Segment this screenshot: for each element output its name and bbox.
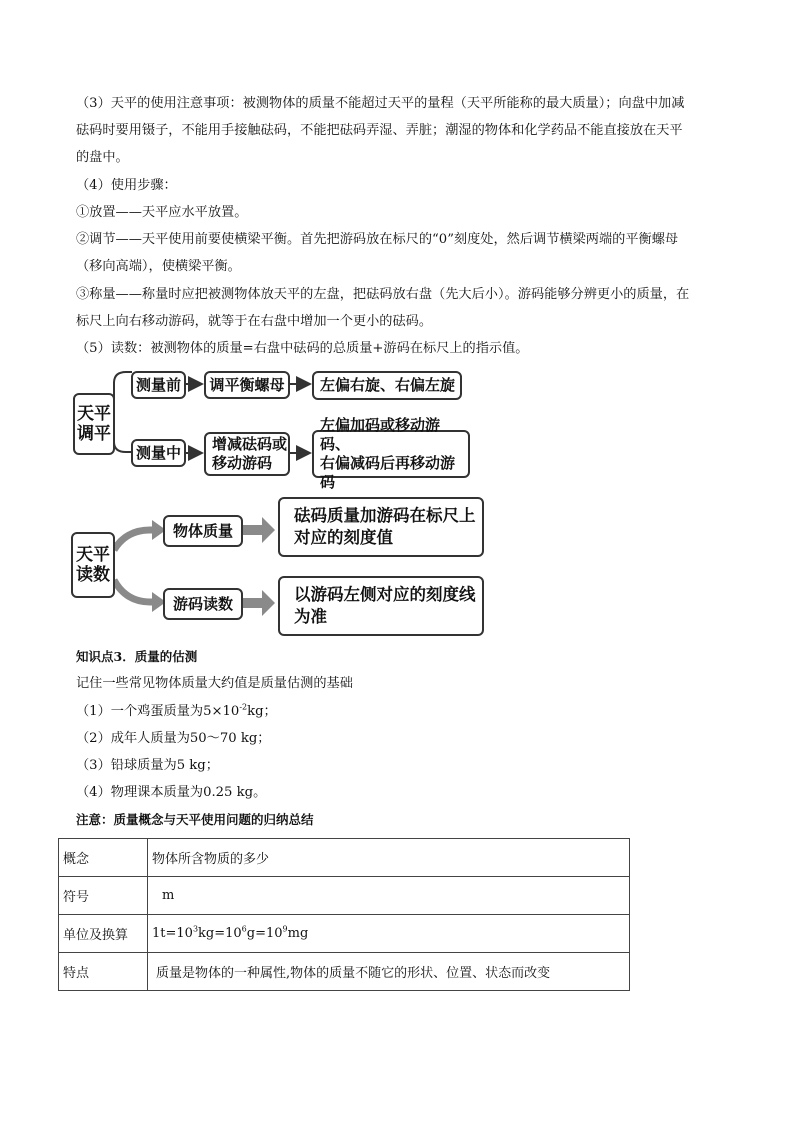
rider-reading-result-box: 以游码左侧对应的刻度线 为准: [278, 576, 484, 636]
table-value: 质量是物体的一种属性,物体的质量不随它的形状、位置、状态而改变: [148, 953, 630, 991]
before-result-box: 左偏右旋、右偏左旋: [312, 371, 462, 400]
table-row: [59, 953, 630, 991]
estimate-adult: （2）成年人质量为50～70 kg；: [76, 731, 271, 746]
estimation-intro: 记住一些常见物体质量大约值是质量估测的基础: [76, 676, 353, 691]
estimate-shot-put: （3）铅球质量为5 kg；: [76, 758, 219, 773]
table-row: [59, 915, 630, 953]
note-3-line-2: 砝码时要用镊子，不能用手接触砝码，不能把砝码弄湿、弄脏；潮湿的物体和化学药品不能直接放在天平: [76, 123, 683, 138]
step-place: ①放置——天平应水平放置。: [76, 205, 248, 220]
block-arrow: [243, 590, 275, 616]
during-measuring-box: 测量中: [131, 439, 186, 467]
table-value: $1t=10^3kg=10^6g=10^9mg$: [148, 915, 630, 953]
steps-heading: （4）使用步骤：: [76, 178, 177, 193]
reading-paragraph: （5）读数：被测物体的质量=右盘中砝码的总质量+游码在标尺上的指示值。: [76, 341, 529, 356]
table-key: 符号: [59, 877, 148, 915]
object-mass-result-box: 砝码质量加游码在标尺上 对应的刻度值: [278, 497, 484, 557]
balance-reading-root: 天平 读数: [71, 532, 115, 598]
estimate-textbook: （4）物理课本质量为0.25 kg。: [76, 785, 267, 800]
note-3-line-3: 的盘中。: [76, 150, 129, 165]
step-adjust-line-1: ②调节——天平使用前要使横梁平衡。首先把游码放在标尺的“0”刻度处，然后调节横梁两端的平衡螺母: [76, 232, 679, 247]
table-key: 单位及换算: [59, 915, 148, 953]
table-value: 物体所含物质的多少: [148, 839, 630, 877]
add-weights-box: 增减砝码或 移动游码: [204, 432, 290, 476]
during-result-box: 左偏加码或移动游码、 右偏减码后再移动游码: [312, 430, 470, 478]
knowledge-point-3-heading: 知识点3．质量的估测: [76, 649, 198, 664]
block-arrow: [243, 517, 275, 543]
estimate-egg: （1）一个鸡蛋质量为$5\times 10^{-2}kg$；: [76, 702, 277, 719]
table-row: [59, 877, 630, 915]
step-adjust-line-2: （移向高端），使横梁平衡。: [76, 259, 241, 274]
table-key: 概念: [59, 839, 148, 877]
mass-summary-table: [58, 838, 630, 991]
summary-note-heading: 注意：质量概念与天平使用问题的归纳总结: [76, 812, 314, 827]
table-key: 特点: [59, 953, 148, 991]
step-weigh-line-2: 标尺上向右移动游码，就等于在右盘中增加一个更小的砝码。: [76, 314, 433, 329]
balance-adjust-root: 天平 调平: [73, 393, 115, 455]
table-value: m: [148, 877, 630, 915]
object-mass-box: 物体质量: [163, 515, 243, 547]
rider-reading-box: 游码读数: [163, 588, 243, 620]
table-row: [59, 839, 630, 877]
step-weigh-line-1: ③称量——称量时应把被测物体放天平的左盘，把砝码放右盘（先大后小）。游码能够分辨更小的质量，在: [76, 287, 690, 302]
before-measuring-box: 测量前: [131, 371, 186, 399]
note-3-line-1: （3）天平的使用注意事项：被测物体的质量不能超过天平的量程（天平所能称的最大质量）；向盘中加减: [76, 96, 685, 111]
adjust-nut-box: 调平衡螺母: [204, 371, 290, 399]
